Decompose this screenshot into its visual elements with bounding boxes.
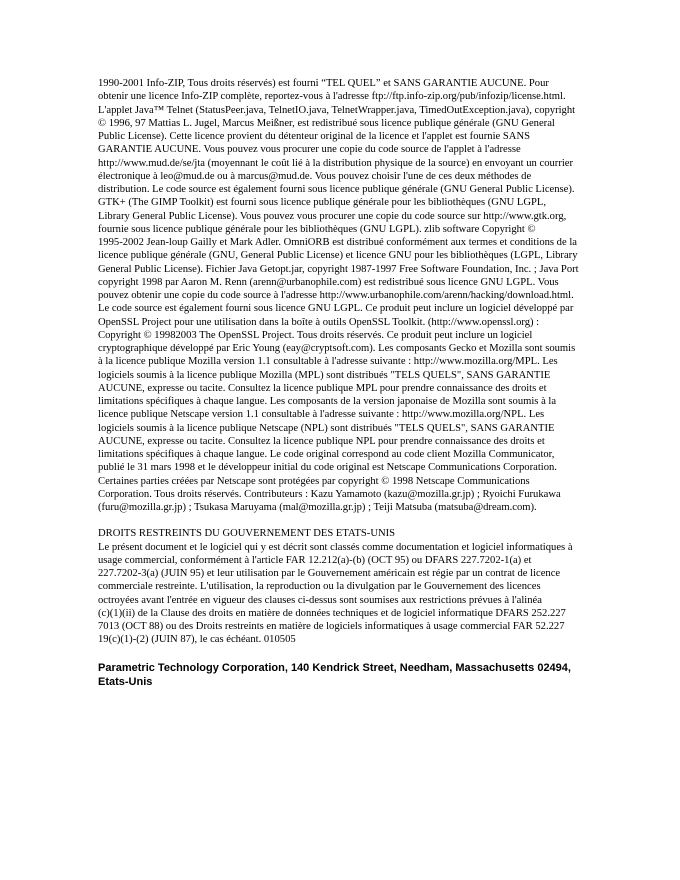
company-address: Parametric Technology Corporation, 140 Kendrick Street, Needham, Massachusetts 02494, Etats-Unis (98, 661, 571, 688)
restricted-rights-heading: DROITS RESTREINTS DU GOUVERNEMENT DES ETATS-UNIS (98, 528, 396, 540)
document-page (98, 77, 584, 689)
restricted-rights-paragraph: Le présent document et le logiciel qui y est décrit sont classés comme documentation et logiciel informatiques à usage commercial, conformément à l'article FAR 12.212(a)-(b) (OCT 95) ou DFARS 227.7202-1(a) et 227.7202-3(a) (JUIN 95) et leur utilisation par le Gouvernement américain est régie par un contrat de licence commerciale restreinte. L'utilisation, la reproduction ou la divulgation par le Gouvernement des licences octroyées avant l'entrée en vigueur des clauses ci-dessus sont soumises aux restrictions prévues à l'alinéa (c)(1)(ii) de la Clause des droits en matière de données techniques et de logiciel informatique DFARS 252.227 7013 (OCT 88) ou des Droits restreints en matière de logiciels informatiques à usage commercial FAR 52.227 19(c)(1)-(2) (JUIN 87), le cas échéant. 010505 (98, 541, 573, 646)
license-notices-paragraph: 1990-2001 Info-ZIP, Tous droits réservés) est fourni “TEL QUEL” et SANS GARANTIE AUCUNE. Pour obtenir une licence Info-ZIP complète, reportez-vous à l'adresse ftp://ftp.info-zip.org/pub/infozip/license.html. L'applet Java™ Telnet (StatusPeer.java, TelnetIO.java, TelnetWrapper.java, TimedOutException.java), copyright © 1996, 97 Mattias L. Jugel, Marcus Meißner, est redistribué sous licence publique générale (GNU General Public License). Cette licence provient du détenteur original de la licence et l'applet est fournie SANS GARANTIE AUCUNE. Vous pouvez vous procurer une copie du code source de l'applet à l'adresse http://www.mud.de/se/jta (moyennant le coût lié à la distribution physique de la source) en envoyant un courrier électronique à leo@mud.de ou à marcus@mud.de. Vous pouvez choisir l'une de ces deux méthodes de distribution. Le code source est également fourni sous licence publique générale (GNU General Public License). GTK+ (The GIMP Toolkit) est fourni sous licence publique générale pour les bibliothèques (GNU LGPL, Library General Public License). Vous pouvez vous procurer une copie du code source sur http://www.gtk.org, fournie sous licence publique générale pour les bibliothèques (GNU LGPL). zlib software Copyright © 1995-2002 Jean-loup Gailly et Mark Adler. OmniORB est distribué conformément aux termes et conditions de la licence publique générale (GNU, General Public License) et licence GNU pour les bibliothèques (LGPL, Library General Public License). Fichier Java Getopt.jar, copyright 1987-1997 Free Software Foundation, Inc. ; Java Port copyright 1998 par Aaron M. Renn (arenn@urbanophile.com) est redistribué sous licence GNU LGPL. Vous pouvez obtenir une copie du code source à l'adresse http://www.urbanophile.com/arenn/hacking/download.html. Le code source est également fourni sous licence GNU LGPL. Ce produit peut inclure un logiciel développé par OpenSSL Project pour une utilisation dans la boîte à outils OpenSSL Toolkit. (http://www.openssl.org) : Copyright © 19982003 The OpenSSL Project. Tous droits réservés. Ce produit peut inclure un logiciel cryptographique développé par Eric Young (eay@cryptsoft.com). Les composants Gecko et Mozilla sont soumis à la licence publique Mozilla version 1.1 consultable à l'adresse suivante : http://www.mozilla.org/MPL. Les logiciels soumis à la licence publique Mozilla (MPL) sont distribués "TELS QUELS", SANS GARANTIE AUCUNE, expresse ou tacite. Consultez la licence publique MPL pour prendre connaissance des droits et limitations spécifiques à chaque langue. Les composants de la version japonaise de Mozilla sont soumis à la licence publique Netscape version 1.1 consultable à l'adresse suivante : http://www.mozilla.org/NPL. Les logiciels soumis à la licence publique Netscape (NPL) sont distribués "TELS QUELS", SANS GARANTIE AUCUNE, expresse ou tacite. Consultez la licence publique NPL pour prendre connaissance des droits et limitations spécifiques à chaque langue. Le code original correspond au code client Mozilla Communicator, publié le 31 mars 1998 et le développeur initial du code original est Netscape Communications Corporation. Certaines parties créées par Netscape sont protégées par copyright © 1998 Netscape Communications Corporation. Tous droits réservés. Contributeurs : Kazu Yamamoto (kazu@mozilla.gr.jp) ; Ryoichi Furukawa (furu@mozilla.gr.jp) ; Tsukasa Maruyama (mal@mozilla.gr.jp) ; Teiji Matsuba (matsuba@dream.com). (98, 78, 579, 513)
restricted-rights-section (98, 527, 584, 646)
